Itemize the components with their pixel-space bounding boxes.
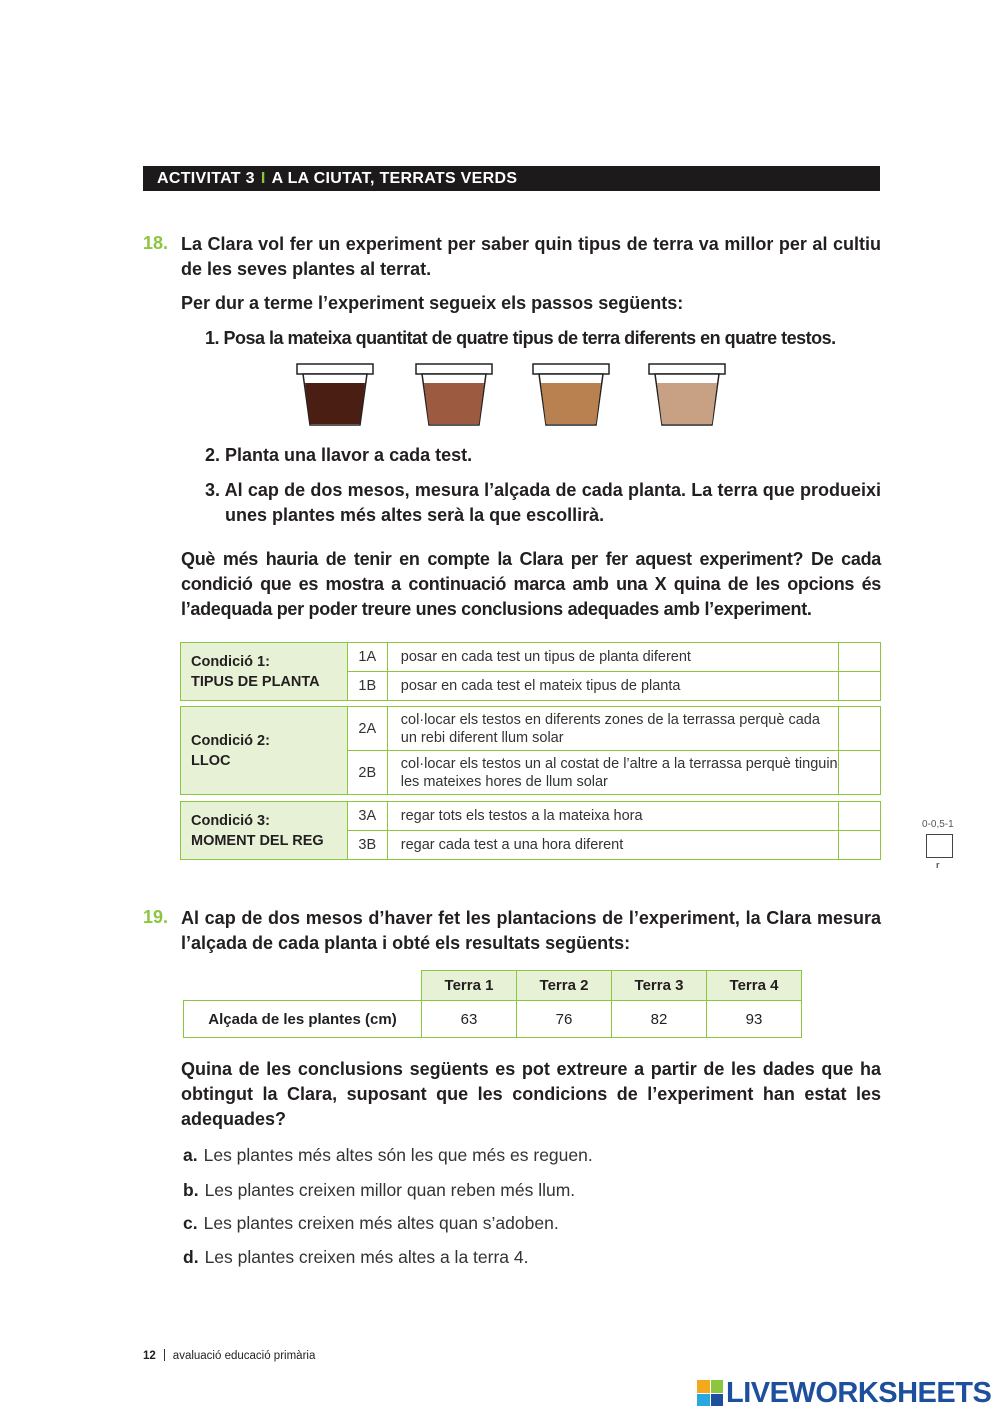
activity-title: A LA CIUTAT, TERRATS VERDS bbox=[271, 170, 518, 187]
option-code: 2B bbox=[347, 751, 387, 795]
results-value: 82 bbox=[612, 1001, 707, 1038]
header-separator: I bbox=[260, 170, 266, 187]
option-code: 3B bbox=[347, 831, 387, 860]
liveworksheets-brand bbox=[697, 1378, 991, 1408]
answer-box-2a[interactable] bbox=[839, 707, 881, 751]
question-19-number: 19. bbox=[143, 907, 169, 927]
results-value: 76 bbox=[517, 1001, 612, 1038]
option-text: posar en cada test el mateix tipus de planta bbox=[387, 672, 838, 701]
option-code: 1B bbox=[347, 672, 387, 701]
option-row bbox=[181, 643, 881, 672]
answer-option-a[interactable]: a. Les plantes més altes són les que més es reguen. bbox=[183, 1145, 593, 1165]
footer-divider bbox=[164, 1349, 165, 1361]
step-2: 2. Planta una llavor a cada test. bbox=[205, 445, 473, 465]
soil-4 bbox=[657, 383, 717, 424]
condition-2-label: Condició 2: LLOC bbox=[181, 707, 348, 795]
option-text: regar cada test a una hora diferent bbox=[387, 831, 838, 860]
results-row-label: Alçada de les plantes (cm) bbox=[184, 1001, 422, 1038]
question-18-steps-intro: Per dur a terme l’experiment segueix els passos següents: bbox=[181, 293, 684, 313]
condition-1-table bbox=[180, 642, 881, 701]
results-header: Terra 1 bbox=[422, 971, 517, 1001]
question-19-intro: Al cap de dos mesos d’haver fet les plantacions de l’experiment, la Clara mesura l’alçada de cada planta i obté els resultats següents: bbox=[181, 908, 881, 953]
option-text: posar en cada test un tipus de planta diferent bbox=[387, 643, 838, 672]
page-number: 12 bbox=[143, 1350, 156, 1362]
question-18-number: 18. bbox=[143, 233, 169, 253]
liveworksheets-logo-icon bbox=[697, 1380, 723, 1406]
answer-box-3a[interactable] bbox=[839, 802, 881, 831]
activity-number: ACTIVITAT 3 bbox=[157, 170, 255, 187]
condition-1-label: Condició 1: TIPUS DE PLANTA bbox=[181, 643, 348, 701]
question-19-prompt: Quina de les conclusions següents es pot extreure a partir de les dades que ha obtingut la Clara, suposant que les condicions de l’experiment han estat les adequades? bbox=[181, 1059, 881, 1129]
results-corner bbox=[184, 971, 422, 1001]
answer-box-2b[interactable] bbox=[839, 751, 881, 795]
soil-3 bbox=[541, 383, 601, 424]
option-row bbox=[181, 802, 881, 831]
results-header-row bbox=[184, 971, 802, 1001]
answer-box-1a[interactable] bbox=[839, 643, 881, 672]
activity-header bbox=[143, 166, 880, 191]
pot-4 bbox=[649, 364, 725, 425]
results-header: Terra 3 bbox=[612, 971, 707, 1001]
option-text: regar tots els testos a la mateixa hora bbox=[387, 802, 838, 831]
option-text: col·locar els testos en diferents zones de la terrassa perquè cada un rebi diferent llum solar bbox=[387, 707, 838, 751]
soil-2 bbox=[424, 383, 484, 424]
question-18-prompt: Què més hauria de tenir en compte la Clara per fer aquest experiment? De cada condició que es mostra a continuació marca amb una X quina de les opcions és l’adequada per poder treure unes conclusions adequades amb l’experiment. bbox=[181, 549, 881, 619]
brand-name: LIVEWORKSHEETS bbox=[726, 1376, 992, 1409]
footer-text: avaluació educació primària bbox=[172, 1350, 316, 1362]
answer-option-b[interactable]: b. Les plantes creixen millor quan reben més llum. bbox=[183, 1180, 576, 1200]
results-value: 93 bbox=[707, 1001, 802, 1038]
pot-3 bbox=[533, 364, 609, 425]
results-header: Terra 4 bbox=[707, 971, 802, 1001]
option-code: 2A bbox=[347, 707, 387, 751]
page-footer bbox=[143, 1349, 315, 1362]
answer-option-d[interactable]: d. Les plantes creixen més altes a la terra 4. bbox=[183, 1247, 529, 1267]
pot-1 bbox=[297, 364, 373, 425]
results-value: 63 bbox=[422, 1001, 517, 1038]
answer-option-c[interactable]: c. Les plantes creixen més altes quan s’adoben. bbox=[183, 1213, 559, 1233]
answer-box-3b[interactable] bbox=[839, 831, 881, 860]
results-header: Terra 2 bbox=[517, 971, 612, 1001]
option-row bbox=[181, 707, 881, 751]
score-box[interactable] bbox=[926, 834, 953, 858]
option-code: 3A bbox=[347, 802, 387, 831]
score-scale: 0-0,5-1 bbox=[922, 819, 954, 830]
step-3: 3. Al cap de dos mesos, mesura l’alçada de cada planta. La terra que produeixi unes plantes més altes serà la que escollirà. bbox=[205, 480, 881, 525]
step-1: 1. Posa la mateixa quantitat de quatre tipus de terra diferents en quatre testos. bbox=[205, 328, 836, 348]
answer-box-1b[interactable] bbox=[839, 672, 881, 701]
condition-2-table bbox=[180, 706, 881, 795]
condition-3-label: Condició 3: MOMENT DEL REG bbox=[181, 802, 348, 860]
soil-pots-illustration bbox=[296, 363, 756, 427]
results-values-row bbox=[184, 1001, 802, 1038]
score-label: r bbox=[936, 860, 940, 870]
question-18-intro: La Clara vol fer un experiment per saber quin tipus de terra va millor per al cultiu de les seves plantes al terrat. bbox=[181, 234, 881, 279]
option-code: 1A bbox=[347, 643, 387, 672]
option-text: col·locar els testos un al costat de l’altre a la terrassa perquè tinguin les mateixes hores de llum solar bbox=[387, 751, 838, 795]
pot-2 bbox=[416, 364, 492, 425]
results-table bbox=[183, 970, 802, 1038]
soil-1 bbox=[305, 383, 365, 424]
condition-3-table bbox=[180, 801, 881, 860]
